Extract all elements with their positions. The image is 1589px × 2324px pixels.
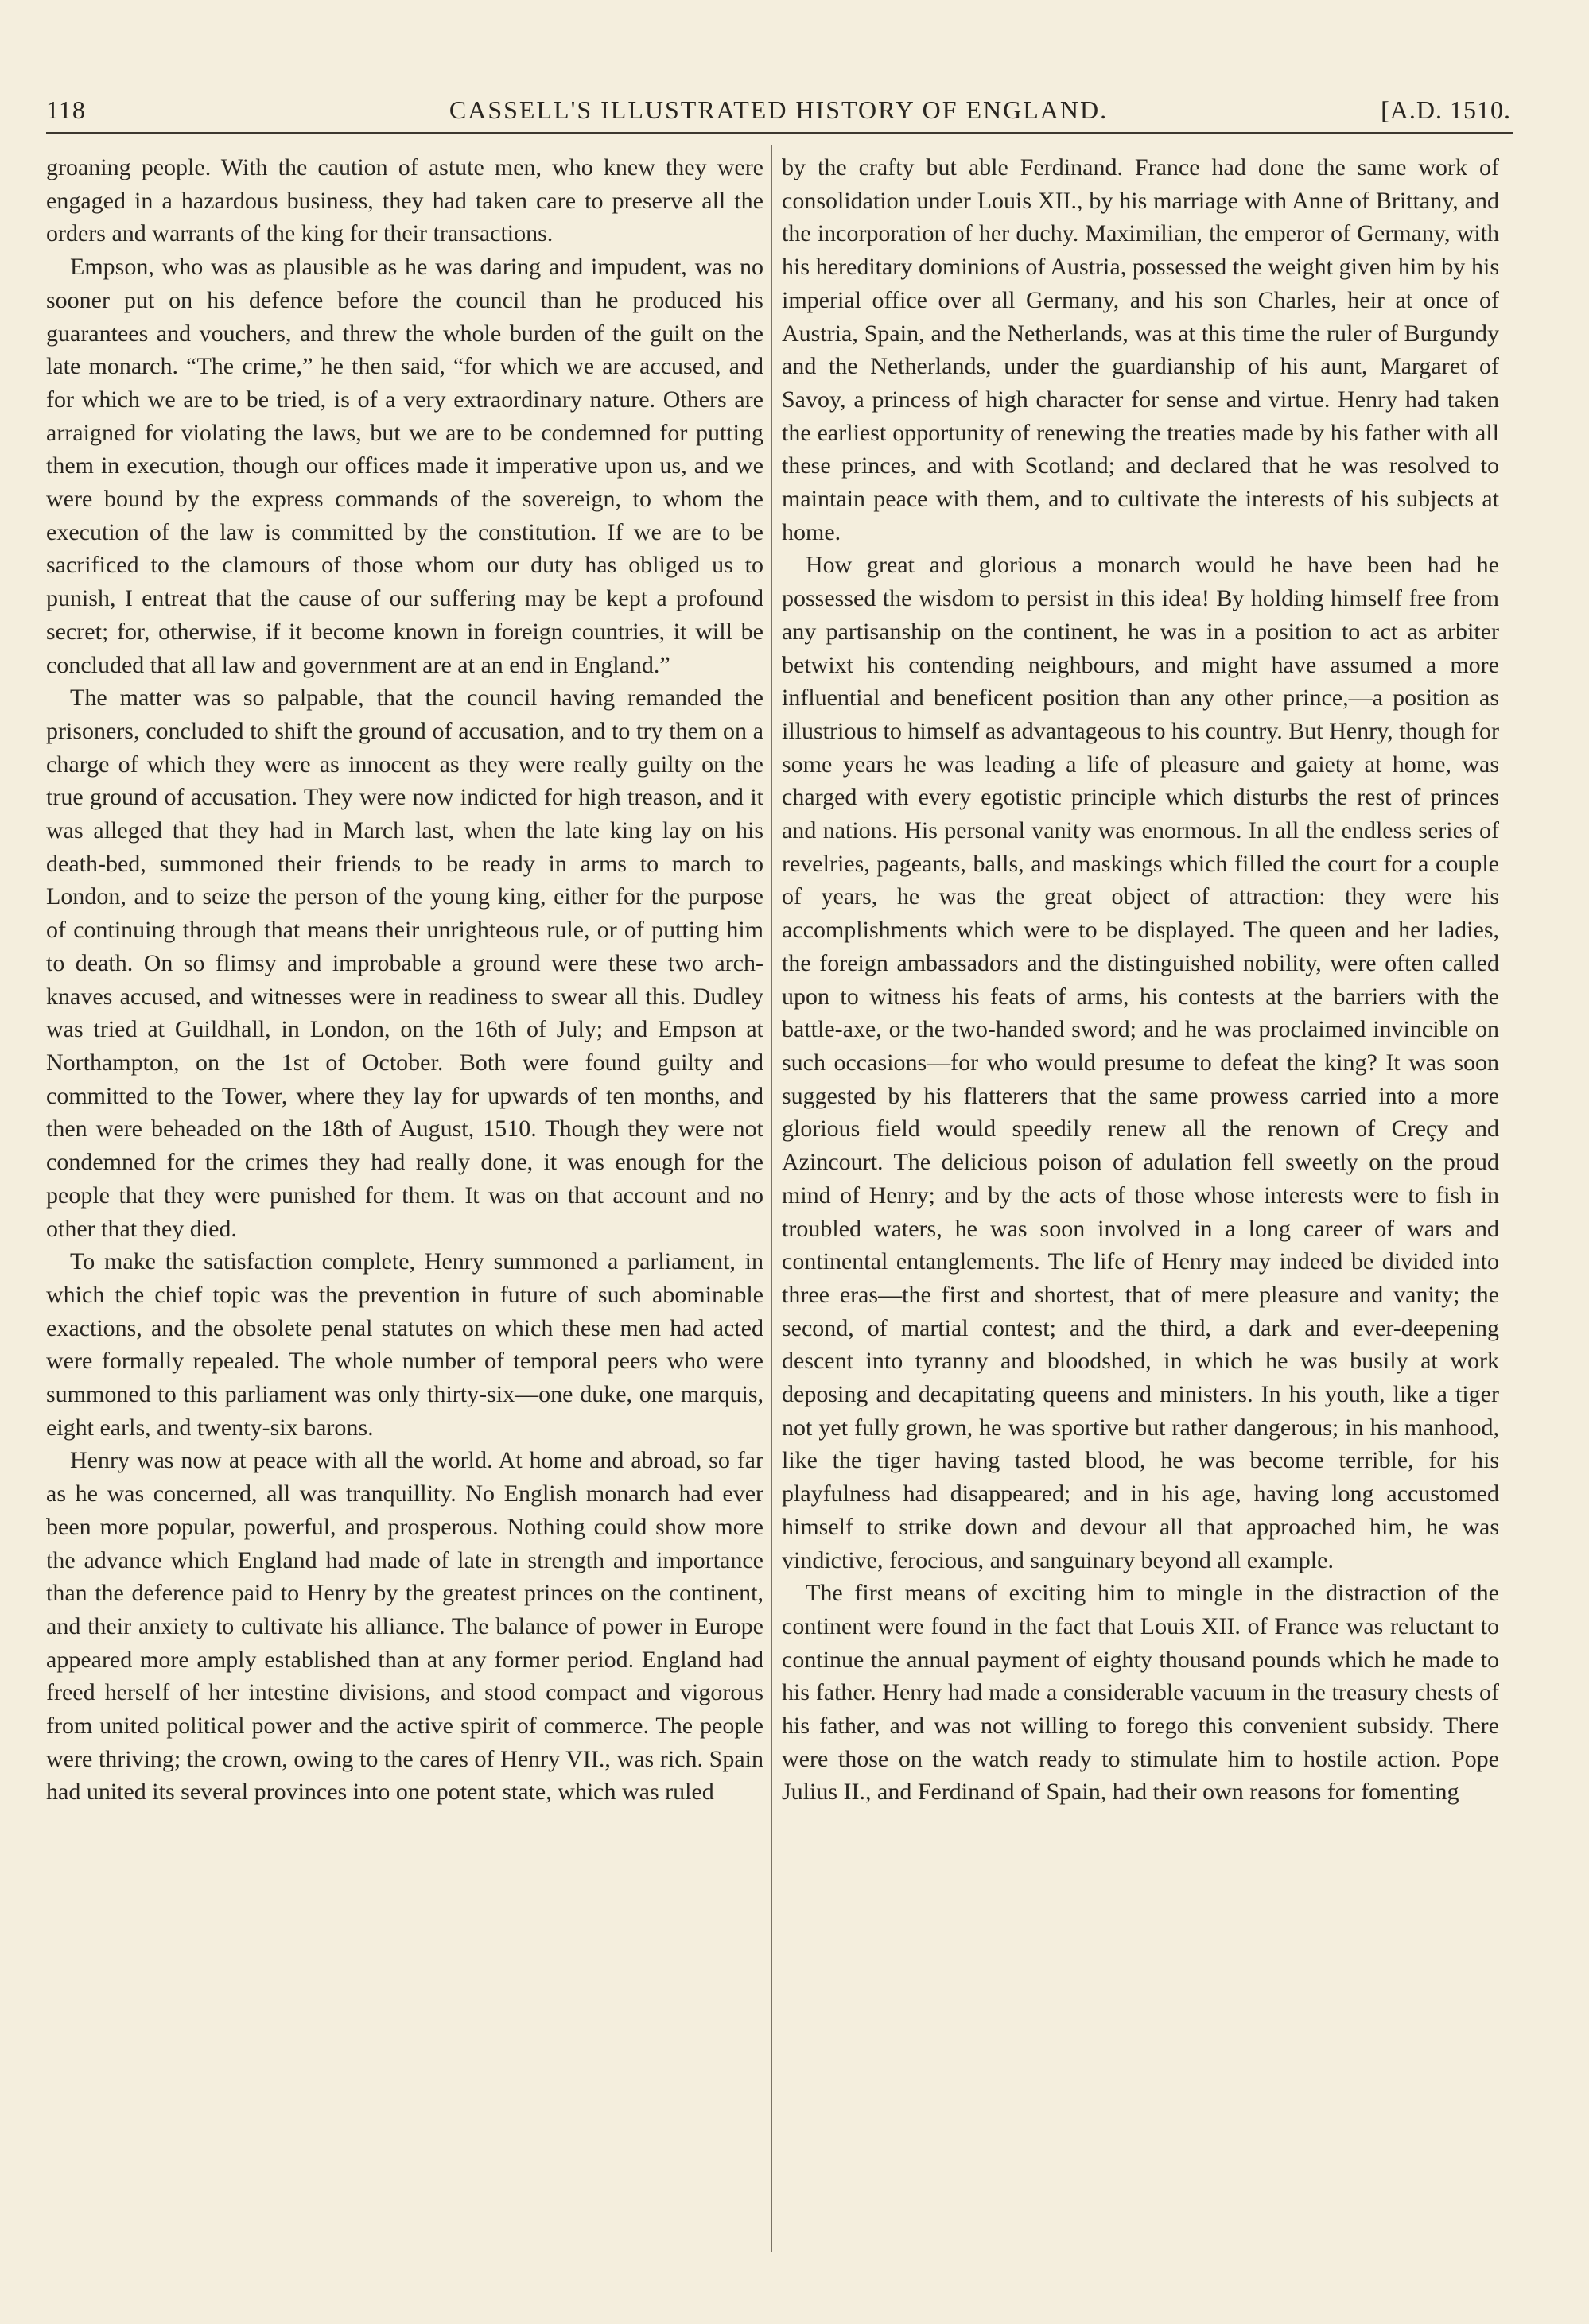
header-rule: [46, 132, 1513, 134]
column-divider: [771, 145, 772, 2252]
right-column: [782, 151, 1499, 2266]
paragraph: groaning people. With the caution of astute men, who knew they were engaged in a hazardous business, they had taken care to preserve all the orders and warrants of the king for their transactions.: [46, 154, 763, 247]
paragraph: Empson, who was as plausible as he was daring and impudent, was no sooner put on his defence before the council than he produced his guarantees and vouchers, and threw the whole burden of the guilt on the late monarch. “The crime,” he then said, “for which we are accused, and for which we are to be tried, is of a very extraordinary nature. Others are arraigned for violating the laws, but we are to be condemned for putting them in execution, though our offices made it imperative upon us, and we were bound by the express commands of the sovereign, to whom the execution of the law is committed by the constitution. If we are to be sacrificed to the clamours of those whom our duty has obliged us to punish, I entreat that the cause of our suffering may be kept a profound secret; for, otherwise, if it become known in foreign countries, it will be concluded that all law and government are at an end in England.”: [46, 254, 763, 678]
paragraph: Henry was now at peace with all the world. At home and abroad, so far as he was concerned, all was tranquillity. No English monarch had ever been more popular, powerful, and prosperous. Nothing could show more the advance which England had made of late in strength and importance than the deference paid to Henry by the greatest princes on the continent, and their anxiety to cultivate his alliance. The balance of power in Europe appeared more amply established than at any former period. England had freed herself of her intestine divisions, and stood compact and vigorous from united political power and the active spirit of commerce. The people were thriving; the crown, owing to the cares of Henry VII., was rich. Spain had united its several provinces into one potent state, which was ruled: [46, 1447, 763, 1806]
left-column: [46, 151, 763, 2266]
paragraph: How great and glorious a monarch would he have been had he possessed the wisdom to persist in this idea! By holding himself free from any partisanship on the continent, he was in a position to act as arbiter betwixt his contending neighbours, and might have assumed a more influential and beneficent position than any other prince,—a position as illustrious to himself as advantageous to his country. But Henry, though for some years he was leading a life of pleasure and gaiety at home, was charged with every egotistic principle which disturbs the rest of princes and nations. His personal vanity was enormous. In all the endless series of revelries, pageants, balls, and maskings which filled the court for a couple of years, he was the great object of attraction: they were his accomplishments which were to be displayed. The queen and her ladies, the foreign ambassadors and the distinguished nobility, were often called upon to witness his feats of arms, his contests at the barriers with the battle-axe, or the two-handed sword; and he was proclaimed invincible on such occasions—for who would presume to defeat the king? It was soon suggested by his flatterers that the same prowess carried into a more glorious field would speedily renew all the renown of Creçy and Azincourt. The delicious poison of adulation fell sweetly on the proud mind of Henry; and by the acts of those whose interests were to fish in troubled waters, he was soon involved in a long career of wars and continental entanglements. The life of Henry may indeed be divided into three eras—the first and shortest, that of mere pleasure and vanity; the second, of martial contest; and the third, a dark and ever-deepening descent into tyranny and bloodshed, in which he was busily at work deposing and decapitating queens and ministers. In his youth, like a tiger not yet fully grown, he was sportive but rather dangerous; in his manhood, like the tiger having tasted blood, he was become terrible, for his playfulness had disappeared; and in his age, having long accustomed himself to strike down and devour all that approached him, he was vindictive, ferocious, and sanguinary beyond all example.: [782, 552, 1499, 1573]
paragraph: The matter was so palpable, that the council having remanded the prisoners, concluded to shift the ground of accusation, and to try them on a charge of which they were as innocent as they were really guilty on the true ground of accusation. They were now indicted for high treason, and it was alleged that they had in March last, when the late king lay on his death-bed, summoned their friends to be ready in arms to march to London, and to seize the person of the young king, either for the purpose of continuing through that means their unrighteous rule, or of putting him to death. On so flimsy and improbable a ground were these two arch-knaves accused, and witnesses were in readiness to swear all this. Dudley was tried at Guildhall, in London, on the 16th of July; and Empson at Northampton, on the 1st of October. Both were found guilty and committed to the Tower, where they lay for upwards of ten months, and then were beheaded on the 18th of August, 1510. Though they were not condemned for the crimes they had really done, it was enough for the people that they were punished for them. It was on that account and no other that they died.: [46, 685, 763, 1242]
page-number: 118: [46, 95, 86, 124]
paragraph: by the crafty but able Ferdinand. France had done the same work of consolidation under Louis XII., by his marriage with Anne of Brittany, and the incorporation of her duchy. Maximilian, the emperor of Germany, with his hereditary dominions of Austria, possessed the weight given him by his imperial office over all Germany, and his son Charles, heir at once of Austria, Spain, and the Netherlands, was at this time the ruler of Burgundy and the Netherlands, under the guardianship of his aunt, Margaret of Savoy, a princess of high character for sense and virtue. Henry had taken the earliest opportunity of renewing the treaties made by his father with all these princes, and with Scotland; and declared that he was resolved to maintain peace with them, and to cultivate the interests of his subjects at home.: [782, 154, 1499, 545]
running-title: CASSELL'S ILLUSTRATED HISTORY OF ENGLAND.: [449, 95, 1109, 124]
paragraph: To make the satisfaction complete, Henry summoned a parliament, in which the chief topic was the prevention in future of such abominable exactions, and the obsolete penal statutes on which these men had acted were formally repealed. The whole number of temporal peers who were summoned to this parliament was only thirty-six—one duke, one marquis, eight earls, and twenty-six barons.: [46, 1248, 763, 1441]
header-date: [A.D. 1510.: [1381, 95, 1511, 124]
paragraph: The first means of exciting him to mingle in the distraction of the continent were found in the fact that Louis XII. of France was reluctant to continue the annual payment of eighty thousand pounds which he made to his father. Henry had made a considerable vacuum in the treasury chests of his father, and was not willing to forego this convenient subsidy. There were those on the watch ready to stimulate him to hostile action. Pope Julius II., and Ferdinand of Spain, had their own reasons for fomenting: [782, 1580, 1499, 1806]
running-header: [46, 89, 1511, 129]
